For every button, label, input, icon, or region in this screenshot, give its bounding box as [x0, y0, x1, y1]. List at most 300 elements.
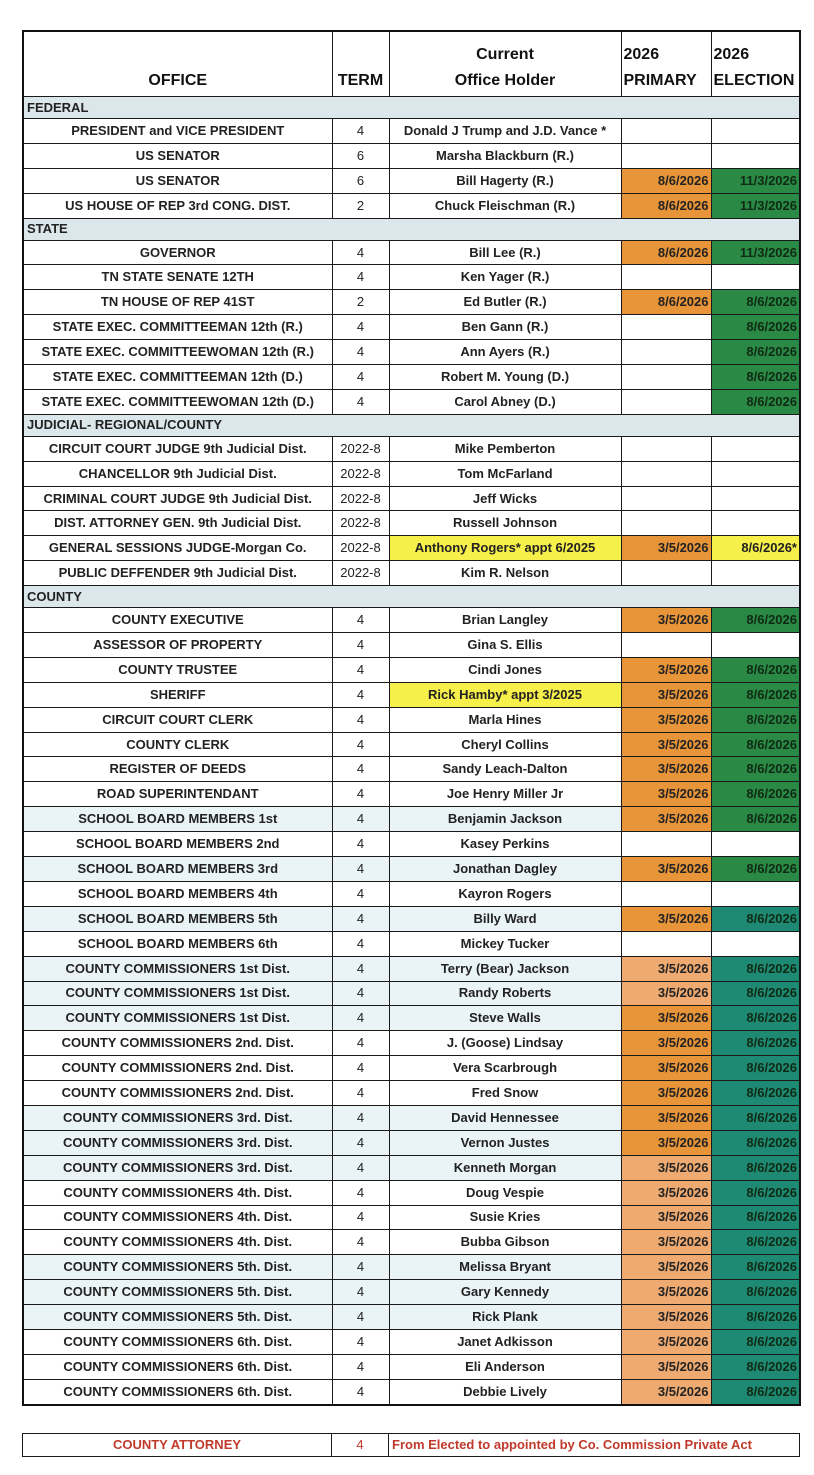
office-cell: REGISTER OF DEEDS [23, 757, 332, 782]
term-cell: 4 [332, 1081, 389, 1106]
footer-note [22, 1433, 799, 1457]
primary-date-cell: 3/5/2026 [621, 857, 711, 882]
holder-cell: J. (Goose) Lindsay [389, 1031, 621, 1056]
primary-date-cell: 8/6/2026 [621, 240, 711, 265]
term-cell: 4 [332, 832, 389, 857]
office-cell: SCHOOL BOARD MEMBERS 3rd [23, 857, 332, 882]
footer-row [23, 1434, 800, 1457]
election-date-cell: 8/6/2026 [711, 1155, 800, 1180]
holder-cell: Steve Walls [389, 1006, 621, 1031]
table-row [23, 807, 800, 832]
holder-cell: Marla Hines [389, 707, 621, 732]
holder-cell: Janet Adkisson [389, 1329, 621, 1354]
primary-date-cell: 3/5/2026 [621, 1006, 711, 1031]
election-date-cell: 8/6/2026 [711, 1280, 800, 1305]
term-cell: 4 [332, 315, 389, 340]
primary-date-cell: 3/5/2026 [621, 1056, 711, 1081]
office-cell: SHERIFF [23, 682, 332, 707]
election-date-cell [711, 561, 800, 586]
election-date-cell: 8/6/2026 [711, 1230, 800, 1255]
holder-cell: Chuck Fleischman (R.) [389, 193, 621, 218]
term-cell: 4 [332, 1006, 389, 1031]
primary-date-cell: 3/5/2026 [621, 1230, 711, 1255]
footer-term: 4 [332, 1434, 389, 1457]
holder-cell: Eli Anderson [389, 1354, 621, 1379]
holder-cell: Gary Kennedy [389, 1280, 621, 1305]
term-cell: 2022-8 [332, 486, 389, 511]
header-row [23, 31, 800, 97]
election-date-cell: 8/6/2026 [711, 956, 800, 981]
term-cell: 4 [332, 1280, 389, 1305]
election-date-cell: 8/6/2026 [711, 1031, 800, 1056]
holder-cell: Cindi Jones [389, 657, 621, 682]
primary-date-cell: 8/6/2026 [621, 290, 711, 315]
footer-office: COUNTY ATTORNEY [23, 1434, 332, 1457]
footer-note-text: From Elected to appointed by Co. Commission Private Act [389, 1434, 800, 1457]
section-label: STATE [23, 218, 800, 240]
holder-cell: Marsha Blackburn (R.) [389, 143, 621, 168]
election-date-cell [711, 265, 800, 290]
table-row [23, 1130, 800, 1155]
election-date-cell [711, 633, 800, 658]
office-cell: CIRCUIT COURT JUDGE 9th Judicial Dist. [23, 436, 332, 461]
election-date-cell: 8/6/2026 [711, 807, 800, 832]
office-cell: ROAD SUPERINTENDANT [23, 782, 332, 807]
term-cell: 2022-8 [332, 536, 389, 561]
office-cell: US HOUSE OF REP 3rd CONG. DIST. [23, 193, 332, 218]
office-cell: STATE EXEC. COMMITTEEMAN 12th (R.) [23, 315, 332, 340]
holder-cell: Kenneth Morgan [389, 1155, 621, 1180]
election-date-cell: 8/6/2026 [711, 857, 800, 882]
table-row [23, 757, 800, 782]
primary-date-cell [621, 561, 711, 586]
office-cell: STATE EXEC. COMMITTEEMAN 12th (D.) [23, 365, 332, 390]
office-cell: COUNTY COMMISSIONERS 2nd. Dist. [23, 1056, 332, 1081]
primary-date-cell: 3/5/2026 [621, 1031, 711, 1056]
header-holder-line1: Current [476, 46, 534, 63]
office-cell: PUBLIC DEFFENDER 9th Judicial Dist. [23, 561, 332, 586]
office-cell: SCHOOL BOARD MEMBERS 6th [23, 931, 332, 956]
office-cell: STATE EXEC. COMMITTEEWOMAN 12th (D.) [23, 389, 332, 414]
table-row [23, 1305, 800, 1330]
primary-date-cell: 3/5/2026 [621, 1305, 711, 1330]
election-date-cell [711, 832, 800, 857]
term-cell: 4 [332, 757, 389, 782]
election-date-cell: 8/6/2026 [711, 340, 800, 365]
primary-date-cell: 3/5/2026 [621, 1379, 711, 1404]
section-row [23, 218, 800, 240]
office-cell: COUNTY COMMISSIONERS 6th. Dist. [23, 1329, 332, 1354]
table-row [23, 608, 800, 633]
table-row [23, 436, 800, 461]
holder-cell: Debbie Lively [389, 1379, 621, 1404]
table-row [23, 956, 800, 981]
table-row [23, 1230, 800, 1255]
primary-date-cell [621, 389, 711, 414]
holder-cell: Bubba Gibson [389, 1230, 621, 1255]
office-cell: SCHOOL BOARD MEMBERS 2nd [23, 832, 332, 857]
office-cell: COUNTY COMMISSIONERS 5th. Dist. [23, 1305, 332, 1330]
holder-cell: Billy Ward [389, 906, 621, 931]
primary-date-cell: 3/5/2026 [621, 1280, 711, 1305]
holder-cell: Bill Lee (R.) [389, 240, 621, 265]
term-cell: 2022-8 [332, 561, 389, 586]
table-row [23, 1081, 800, 1106]
section-row [23, 414, 800, 436]
table-row [23, 561, 800, 586]
primary-date-cell [621, 461, 711, 486]
holder-cell: Vera Scarbrough [389, 1056, 621, 1081]
election-date-cell: 8/6/2026 [711, 1354, 800, 1379]
table-row [23, 168, 800, 193]
term-cell: 4 [332, 340, 389, 365]
office-cell: COUNTY COMMISSIONERS 5th. Dist. [23, 1255, 332, 1280]
election-date-cell: 8/6/2026 [711, 1379, 800, 1404]
election-date-cell [711, 436, 800, 461]
office-cell: PRESIDENT and VICE PRESIDENT [23, 119, 332, 144]
primary-date-cell [621, 265, 711, 290]
office-cell: COUNTY COMMISSIONERS 2nd. Dist. [23, 1031, 332, 1056]
primary-date-cell: 3/5/2026 [621, 782, 711, 807]
holder-cell: Rick Plank [389, 1305, 621, 1330]
holder-cell: Melissa Bryant [389, 1255, 621, 1280]
holder-cell: Kasey Perkins [389, 832, 621, 857]
term-cell: 4 [332, 608, 389, 633]
election-date-cell: 8/6/2026 [711, 1056, 800, 1081]
term-cell: 6 [332, 168, 389, 193]
election-date-cell: 8/6/2026 [711, 315, 800, 340]
office-cell: US SENATOR [23, 143, 332, 168]
office-cell: COUNTY CLERK [23, 732, 332, 757]
term-cell: 4 [332, 1354, 389, 1379]
term-cell: 4 [332, 857, 389, 882]
holder-cell: Gina S. Ellis [389, 633, 621, 658]
table-row [23, 1205, 800, 1230]
primary-date-cell [621, 832, 711, 857]
office-cell: COUNTY COMMISSIONERS 1st Dist. [23, 981, 332, 1006]
table-row [23, 1379, 800, 1404]
table-row [23, 143, 800, 168]
primary-date-cell: 3/5/2026 [621, 657, 711, 682]
table-row [23, 906, 800, 931]
table-row [23, 240, 800, 265]
table-row [23, 1006, 800, 1031]
election-date-cell: 8/6/2026 [711, 906, 800, 931]
primary-date-cell [621, 436, 711, 461]
election-date-cell: 8/6/2026 [711, 608, 800, 633]
primary-date-cell: 8/6/2026 [621, 168, 711, 193]
term-cell: 4 [332, 657, 389, 682]
election-date-cell: 8/6/2026 [711, 1105, 800, 1130]
table-row [23, 633, 800, 658]
term-cell: 2 [332, 290, 389, 315]
term-cell: 4 [332, 682, 389, 707]
primary-date-cell: 3/5/2026 [621, 807, 711, 832]
section-label: FEDERAL [23, 97, 800, 119]
election-date-cell: 8/6/2026 [711, 1180, 800, 1205]
term-cell: 4 [332, 931, 389, 956]
election-date-cell: 8/6/2026 [711, 1205, 800, 1230]
election-date-cell: 8/6/2026 [711, 757, 800, 782]
primary-date-cell: 3/5/2026 [621, 536, 711, 561]
table-body [23, 97, 800, 1405]
election-date-cell [711, 119, 800, 144]
primary-date-cell [621, 486, 711, 511]
holder-cell: Anthony Rogers* appt 6/2025 [389, 536, 621, 561]
holder-cell: Susie Kries [389, 1205, 621, 1230]
table-row [23, 732, 800, 757]
table-row [23, 931, 800, 956]
table-row [23, 315, 800, 340]
holder-cell: Ken Yager (R.) [389, 265, 621, 290]
office-cell: COUNTY COMMISSIONERS 6th. Dist. [23, 1354, 332, 1379]
section-row [23, 97, 800, 119]
primary-date-cell [621, 143, 711, 168]
offices-sheet [22, 30, 799, 1406]
term-cell: 4 [332, 633, 389, 658]
holder-cell: Kayron Rogers [389, 881, 621, 906]
office-cell: COUNTY COMMISSIONERS 3rd. Dist. [23, 1130, 332, 1155]
election-date-cell [711, 143, 800, 168]
header-election-label: ELECTION [713, 72, 795, 89]
term-cell: 4 [332, 1155, 389, 1180]
term-cell: 4 [332, 1379, 389, 1404]
office-cell: COUNTY COMMISSIONERS 3rd. Dist. [23, 1155, 332, 1180]
office-cell: SCHOOL BOARD MEMBERS 4th [23, 881, 332, 906]
holder-cell: Mickey Tucker [389, 931, 621, 956]
holder-cell: Fred Snow [389, 1081, 621, 1106]
election-date-cell: 8/6/2026 [711, 782, 800, 807]
table-row [23, 340, 800, 365]
table-row [23, 365, 800, 390]
office-cell: COUNTY EXECUTIVE [23, 608, 332, 633]
term-cell: 4 [332, 881, 389, 906]
election-date-cell [711, 486, 800, 511]
election-date-cell: 8/6/2026 [711, 732, 800, 757]
holder-cell: Jonathan Dagley [389, 857, 621, 882]
office-cell: CHANCELLOR 9th Judicial Dist. [23, 461, 332, 486]
primary-date-cell [621, 881, 711, 906]
table-row [23, 782, 800, 807]
table-row [23, 461, 800, 486]
term-cell: 2022-8 [332, 461, 389, 486]
term-cell: 2022-8 [332, 436, 389, 461]
table-row [23, 119, 800, 144]
office-cell: CIRCUIT COURT CLERK [23, 707, 332, 732]
term-cell: 4 [332, 1105, 389, 1130]
primary-date-cell: 8/6/2026 [621, 193, 711, 218]
office-cell: COUNTY COMMISSIONERS 5th. Dist. [23, 1280, 332, 1305]
primary-date-cell: 3/5/2026 [621, 1329, 711, 1354]
table-row [23, 1155, 800, 1180]
table-row [23, 881, 800, 906]
term-cell: 4 [332, 1305, 389, 1330]
election-date-cell [711, 881, 800, 906]
office-cell: COUNTY COMMISSIONERS 2nd. Dist. [23, 1081, 332, 1106]
header-election [711, 31, 800, 97]
primary-date-cell [621, 340, 711, 365]
table-row [23, 486, 800, 511]
holder-cell: Ann Ayers (R.) [389, 340, 621, 365]
holder-cell: Robert M. Young (D.) [389, 365, 621, 390]
term-cell: 4 [332, 240, 389, 265]
election-date-cell [711, 511, 800, 536]
primary-date-cell: 3/5/2026 [621, 707, 711, 732]
election-date-cell [711, 461, 800, 486]
table-row [23, 1280, 800, 1305]
header-holder-line2: Office Holder [454, 72, 556, 89]
holder-cell: Jeff Wicks [389, 486, 621, 511]
term-cell: 4 [332, 981, 389, 1006]
primary-date-cell [621, 119, 711, 144]
primary-date-cell: 3/5/2026 [621, 1255, 711, 1280]
term-cell: 4 [332, 807, 389, 832]
election-date-cell: 8/6/2026 [711, 365, 800, 390]
office-cell: TN HOUSE OF REP 41ST [23, 290, 332, 315]
election-date-cell: 8/6/2026 [711, 1006, 800, 1031]
office-cell: COUNTY COMMISSIONERS 6th. Dist. [23, 1379, 332, 1404]
section-label: COUNTY [23, 586, 800, 608]
holder-cell: Bill Hagerty (R.) [389, 168, 621, 193]
holder-cell: Tom McFarland [389, 461, 621, 486]
election-date-cell [711, 931, 800, 956]
term-cell: 4 [332, 956, 389, 981]
holder-cell: David Hennessee [389, 1105, 621, 1130]
holder-cell: Terry (Bear) Jackson [389, 956, 621, 981]
office-cell: ASSESSOR OF PROPERTY [23, 633, 332, 658]
primary-date-cell [621, 365, 711, 390]
primary-date-cell: 3/5/2026 [621, 1354, 711, 1379]
election-date-cell: 8/6/2026 [711, 981, 800, 1006]
header-office: OFFICE [23, 31, 332, 97]
table-row [23, 857, 800, 882]
office-cell: GENERAL SESSIONS JUDGE-Morgan Co. [23, 536, 332, 561]
term-cell: 4 [332, 707, 389, 732]
term-cell: 4 [332, 1205, 389, 1230]
footer-table [22, 1433, 800, 1457]
table-row [23, 265, 800, 290]
election-date-cell: 8/6/2026 [711, 1305, 800, 1330]
election-date-cell: 8/6/2026 [711, 290, 800, 315]
table-row [23, 682, 800, 707]
table-row [23, 1354, 800, 1379]
holder-cell: Rick Hamby* appt 3/2025 [389, 682, 621, 707]
table-row [23, 290, 800, 315]
election-date-cell: 8/6/2026* [711, 536, 800, 561]
table-row [23, 193, 800, 218]
primary-date-cell: 3/5/2026 [621, 1155, 711, 1180]
holder-cell: Benjamin Jackson [389, 807, 621, 832]
table-row [23, 536, 800, 561]
office-cell: COUNTY COMMISSIONERS 4th. Dist. [23, 1180, 332, 1205]
primary-date-cell: 3/5/2026 [621, 682, 711, 707]
table-row [23, 1056, 800, 1081]
section-label: JUDICIAL- REGIONAL/COUNTY [23, 414, 800, 436]
table-row [23, 511, 800, 536]
header-primary-label: PRIMARY [623, 72, 697, 89]
election-date-cell: 11/3/2026 [711, 168, 800, 193]
primary-date-cell [621, 931, 711, 956]
election-date-cell: 11/3/2026 [711, 193, 800, 218]
holder-cell: Carol Abney (D.) [389, 389, 621, 414]
header-primary-year: 2026 [623, 46, 660, 63]
holder-cell: Ed Butler (R.) [389, 290, 621, 315]
term-cell: 4 [332, 389, 389, 414]
primary-date-cell: 3/5/2026 [621, 981, 711, 1006]
primary-date-cell: 3/5/2026 [621, 757, 711, 782]
holder-cell: Mike Pemberton [389, 436, 621, 461]
holder-cell: Donald J Trump and J.D. Vance * [389, 119, 621, 144]
holder-cell: Sandy Leach-Dalton [389, 757, 621, 782]
term-cell: 4 [332, 732, 389, 757]
office-cell: COUNTY COMMISSIONERS 4th. Dist. [23, 1205, 332, 1230]
office-cell: SCHOOL BOARD MEMBERS 5th [23, 906, 332, 931]
term-cell: 4 [332, 1255, 389, 1280]
holder-cell: Kim R. Nelson [389, 561, 621, 586]
primary-date-cell [621, 511, 711, 536]
table-row [23, 1105, 800, 1130]
office-cell: SCHOOL BOARD MEMBERS 1st [23, 807, 332, 832]
table-row [23, 1329, 800, 1354]
election-date-cell: 8/6/2026 [711, 1081, 800, 1106]
office-cell: COUNTY TRUSTEE [23, 657, 332, 682]
primary-date-cell: 3/5/2026 [621, 1205, 711, 1230]
header-election-year: 2026 [713, 46, 750, 63]
election-date-cell: 8/6/2026 [711, 1130, 800, 1155]
header-holder [389, 31, 621, 97]
election-date-cell: 8/6/2026 [711, 1255, 800, 1280]
holder-cell: Cheryl Collins [389, 732, 621, 757]
table-row [23, 657, 800, 682]
table-row [23, 707, 800, 732]
table-row [23, 832, 800, 857]
primary-date-cell: 3/5/2026 [621, 1180, 711, 1205]
holder-cell: Joe Henry Miller Jr [389, 782, 621, 807]
term-cell: 4 [332, 1031, 389, 1056]
holder-cell: Vernon Justes [389, 1130, 621, 1155]
term-cell: 4 [332, 1180, 389, 1205]
holder-cell: Randy Roberts [389, 981, 621, 1006]
primary-date-cell: 3/5/2026 [621, 1105, 711, 1130]
holder-cell: Doug Vespie [389, 1180, 621, 1205]
holder-cell: Brian Langley [389, 608, 621, 633]
primary-date-cell: 3/5/2026 [621, 906, 711, 931]
header-term: TERM [332, 31, 389, 97]
term-cell: 4 [332, 782, 389, 807]
office-cell: COUNTY COMMISSIONERS 3rd. Dist. [23, 1105, 332, 1130]
term-cell: 4 [332, 119, 389, 144]
table-row [23, 1255, 800, 1280]
election-date-cell: 8/6/2026 [711, 657, 800, 682]
election-date-cell: 8/6/2026 [711, 389, 800, 414]
term-cell: 4 [332, 1230, 389, 1255]
office-cell: COUNTY COMMISSIONERS 1st Dist. [23, 956, 332, 981]
primary-date-cell [621, 633, 711, 658]
office-cell: GOVERNOR [23, 240, 332, 265]
section-row [23, 586, 800, 608]
table-row [23, 389, 800, 414]
term-cell: 2022-8 [332, 511, 389, 536]
table-row [23, 1180, 800, 1205]
holder-cell: Russell Johnson [389, 511, 621, 536]
header-primary [621, 31, 711, 97]
election-date-cell: 8/6/2026 [711, 682, 800, 707]
office-cell: STATE EXEC. COMMITTEEWOMAN 12th (R.) [23, 340, 332, 365]
term-cell: 4 [332, 1329, 389, 1354]
office-cell: CRIMINAL COURT JUDGE 9th Judicial Dist. [23, 486, 332, 511]
office-cell: US SENATOR [23, 168, 332, 193]
term-cell: 4 [332, 365, 389, 390]
